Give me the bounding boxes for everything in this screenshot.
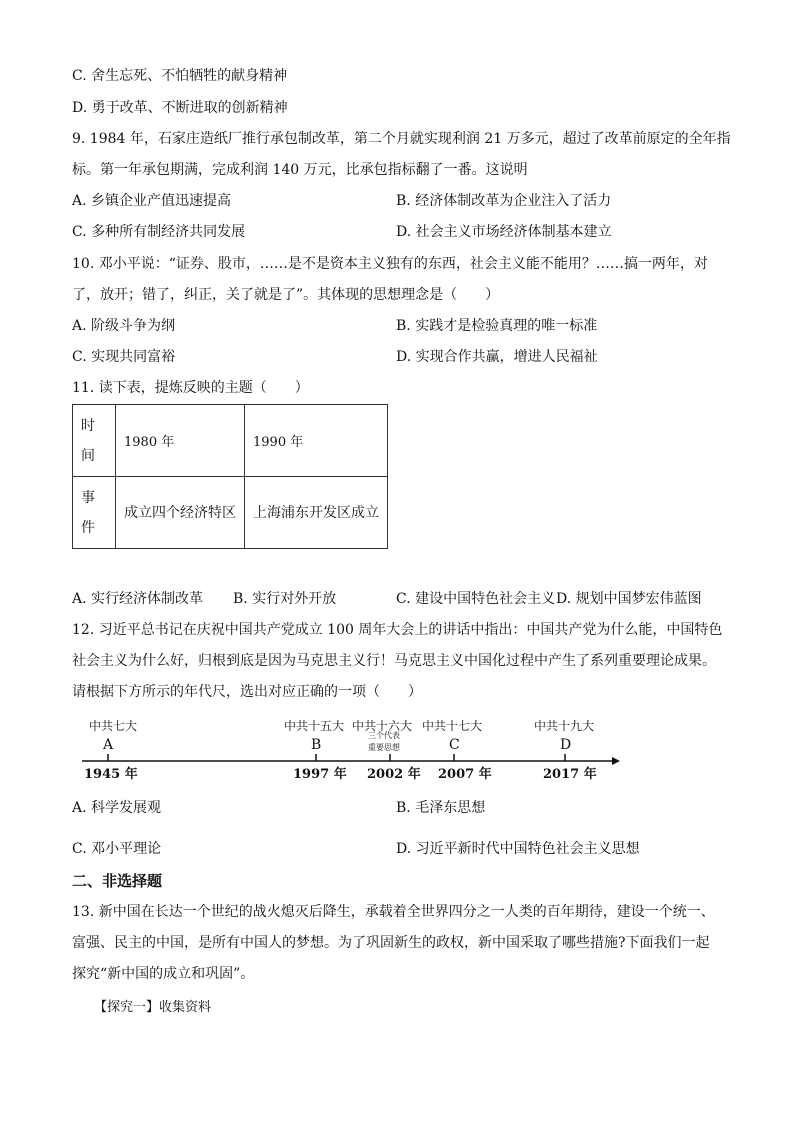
q8-option-c: C. 舍生忘死、不怕牺牲的献身精神 <box>72 68 288 84</box>
q10-option-b: B. 实践才是检验真理的唯一标准 <box>396 318 598 334</box>
q9-option-b: B. 经济体制改革为企业注入了活力 <box>396 193 612 209</box>
timeline-year-2002: 2002 年 <box>367 767 421 782</box>
q8-option-d: D. 勇于改革、不断进取的创新精神 <box>72 100 288 116</box>
q10-stem-line2: 了，放开；错了，纠正，关了就是了”。其体现的思想理念是（ ） <box>72 287 500 303</box>
timeline-year-2017: 2017 年 <box>543 767 597 782</box>
q9-stem-line2: 标。第一年承包期满，完成利润 140 万元，比承包指标翻了一番。这说明 <box>72 162 528 178</box>
section-title-non-choice: 二、非选择题 <box>72 872 163 890</box>
timeline-year-2007: 2007 年 <box>438 767 492 782</box>
inquiry-one-heading: 【探究一】收集资料 <box>94 1000 212 1015</box>
congress-7th-label: 中共七大 <box>89 719 138 733</box>
time-header: 时间 <box>81 417 95 464</box>
timeline-year-1945: 1945 年 <box>84 767 138 782</box>
q9-option-a: A. 乡镇企业产值迅速提高 <box>72 193 232 209</box>
q10-option-c: C. 实现共同富裕 <box>72 349 176 365</box>
timeline-letter-c: C <box>449 737 460 753</box>
timeline-year-1997: 1997 年 <box>293 767 347 782</box>
congress-15th-label: 中共十五大 <box>284 719 345 733</box>
q10-option-d: D. 实现合作共赢，增进人民福祉 <box>396 349 598 365</box>
q12-option-d: D. 习近平新时代中国特色社会主义思想 <box>396 841 640 857</box>
year-1990: 1990 年 <box>253 435 304 450</box>
timeline-letter-d: D <box>560 737 572 753</box>
q12-stem-line1: 12. 习近平总书记在庆祝中国共产党成立 100 周年大会上的讲话中指出：中国共产党为什么能，中国特色 <box>72 622 723 638</box>
q12-stem-line2: 社会主义为什么好，归根到底是因为马克思主义行！马克思主义中国化过程中产生了系列重要理论成果。 <box>72 653 716 669</box>
q11-option-c: C. 建设中国特色社会主义 <box>396 591 556 607</box>
three-represents-note-line2: 重要思想 <box>368 743 400 752</box>
q10-stem-line1: 10. 邓小平说：“证券、股市，……是不是资本主义独有的东西，社会主义能不能用？……搞一两年，对 <box>72 256 708 272</box>
congress-19th-label: 中共十九大 <box>534 719 595 733</box>
year-1980: 1980 年 <box>124 435 175 450</box>
q10-option-a: A. 阶级斗争为纲 <box>72 318 176 334</box>
three-represents-note-line1: 三个代表 <box>368 731 400 740</box>
q13-stem-line1: 13. 新中国在长达一个世纪的战火熄灭后降生，承载着全世界四分之一人类的百年期待，建设一个统一、 <box>72 904 715 920</box>
q12-option-b: B. 毛泽东思想 <box>396 800 486 816</box>
timeline-letter-b: B <box>311 737 322 753</box>
q13-stem-line3: 探究“新中国的成立和巩固”。 <box>72 966 255 982</box>
q12-stem-line3: 请根据下方所示的年代尺，选出对应正确的一项（ ） <box>72 684 422 700</box>
event-header: 事件 <box>81 489 95 536</box>
timeline-letter-a: A <box>103 737 114 753</box>
q13-stem-line2: 富强、民主的中国，是所有中国人的梦想。为了巩固新生的政权，新中国采取了哪些措施?下面我们一起 <box>72 935 710 951</box>
timeline-arrow <box>612 757 620 765</box>
q9-stem-line1: 9. 1984 年，石家庄造纸厂推行承包制改革，第二个月就实现利润 21 万多元，超过了改革前原定的全年指 <box>72 131 731 147</box>
q9-option-c: C. 多种所有制经济共同发展 <box>72 224 246 240</box>
congress-16th-label: 中共十六大 <box>352 719 413 733</box>
q12-option-a: A. 科学发展观 <box>72 800 162 816</box>
q12-option-c: C. 邓小平理论 <box>72 841 162 857</box>
q11-option-b: B. 实行对外开放 <box>233 591 337 607</box>
q9-option-d: D. 社会主义市场经济体制基本建立 <box>396 224 612 240</box>
q11-option-a: A. 实行经济体制改革 <box>72 591 204 607</box>
congress-17th-label: 中共十七大 <box>422 719 483 733</box>
q11-stem: 11. 读下表，提炼反映的主题（ ） <box>72 380 309 396</box>
q11-option-d: D. 规划中国梦宏伟蓝图 <box>556 591 702 607</box>
event-1980: 成立四个经济特区 <box>124 504 236 521</box>
event-1990: 上海浦东开发区成立 <box>253 504 379 521</box>
